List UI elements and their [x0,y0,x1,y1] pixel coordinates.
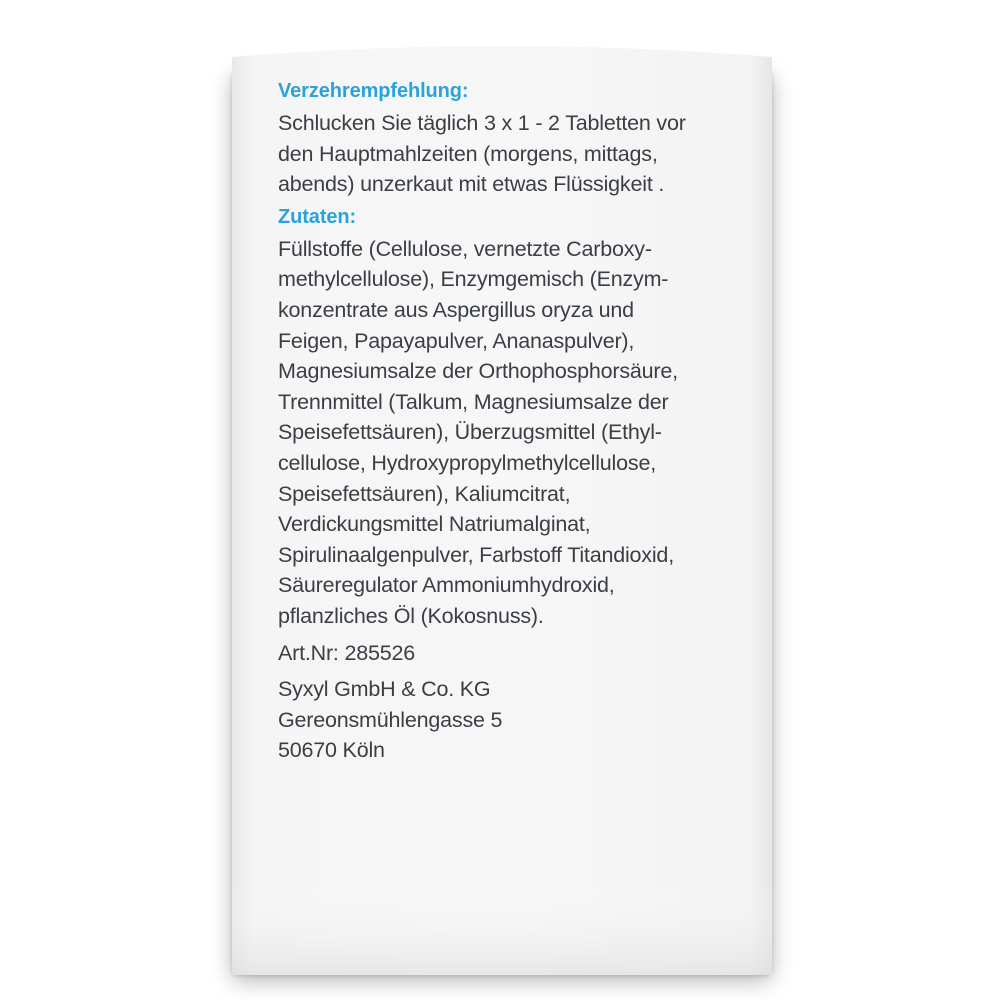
label-text [278,78,748,766]
company-name: Syxyl GmbH & Co. KG [278,677,491,702]
usage-line: den Hauptmahlzeiten (morgens, mittags, [278,141,658,166]
ingredients-text [278,234,748,632]
ingredients-line: konzentrate aus Aspergillus oryza und [278,297,634,322]
ingredients-line: Verdickungsmittel Natriumalginat, [278,512,591,537]
street-address: Gereonsmühlengasse 5 [278,707,503,732]
ingredients-line: Säureregulator Ammoniumhydroxid, [278,573,615,598]
ingredients-line: Füllstoffe (Cellulose, vernetzte Carboxy- [278,236,652,261]
ingredients-line: Spirulinaalgenpulver, Farbstoff Titandioxid, [278,542,674,567]
usage-line: abends) unzerkaut mit etwas Flüssigkeit . [278,172,665,197]
ingredients-line: Magnesiumsalze der Orthophosphorsäure, [278,359,678,384]
usage-line: Schlucken Sie täglich 3 x 1 - 2 Tabletten vor [278,111,686,135]
ingredients-line: Speisefettsäuren), Überzugsmittel (Ethyl- [278,420,662,445]
usage-text [278,108,748,200]
ingredients-heading: Zutaten: [278,205,357,228]
ingredients-line: Feigen, Papayapulver, Ananaspulver), [278,328,635,353]
article-number: Art.Nr: 285526 [278,640,416,665]
manufacturer-address [278,674,748,766]
usage-heading: Verzehrempfehlung: [278,80,469,102]
ingredients-line: pflanzliches Öl (Kokosnuss). [278,603,544,628]
ingredients-line: Speisefettsäuren), Kaliumcitrat, [278,481,571,506]
ingredients-line: cellulose, Hydroxypropylmethylcellulose, [278,450,656,475]
ingredients-line: methylcellulose), Enzymgemisch (Enzym- [278,267,669,292]
city-address: 50670 Köln [278,738,385,763]
ingredients-line: Trennmittel (Talkum, Magnesiumsalze der [278,389,669,414]
